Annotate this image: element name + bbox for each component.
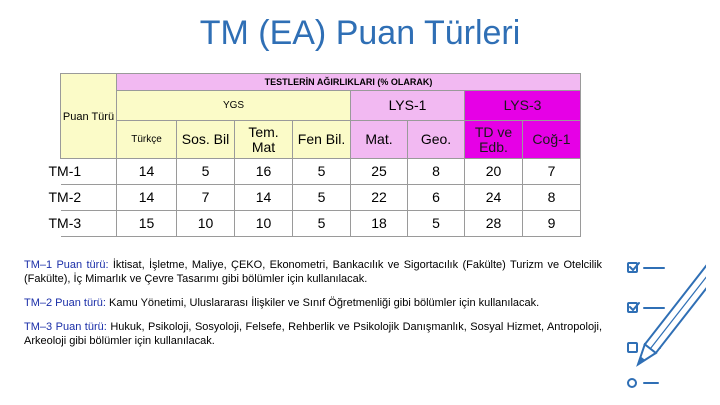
note-tm3 xyxy=(24,320,602,348)
score-weights-table xyxy=(48,73,581,237)
table-cell: 5 xyxy=(408,211,465,237)
table-cell: 22 xyxy=(351,185,408,211)
table-cell: 8 xyxy=(408,159,465,185)
note-key: TM–1 Puan türü: xyxy=(24,259,109,271)
notes-section xyxy=(24,258,602,358)
table-cell: 24 xyxy=(465,185,523,211)
table-cell: 7 xyxy=(523,159,581,185)
note-tm2 xyxy=(24,296,602,310)
note-key: TM–2 Puan türü: xyxy=(24,297,106,309)
table-cell: 6 xyxy=(408,185,465,211)
group-ygs: YGS xyxy=(117,91,351,121)
table-cell: 28 xyxy=(465,211,523,237)
col-header: Sos. Bil xyxy=(177,121,235,159)
note-text: Hukuk, Psikoloji, Sosyoloji, Felsefe, Rehberlik ve Psikolojik Danışmanlık, Sosyal Hizmet, Antropoloji, Arkeoloji gibi bölümler için kullanılacak. xyxy=(24,321,602,347)
table-cell: 9 xyxy=(523,211,581,237)
group-lys1: LYS-1 xyxy=(351,91,465,121)
row-label: TM-3 xyxy=(47,211,103,237)
note-text: İktisat, İşletme, Maliye, ÇEKO, Ekonometri, Bankacılık ve Sigortacılık (Fakülte) Turizm ve Otelcilik (Fakülte), İç Mimarlık ve Çevre Tasarımı gibi bölümler için kullanılacak. xyxy=(24,259,602,285)
group-lys3: LYS-3 xyxy=(465,91,581,121)
checklist-pencil-icon xyxy=(624,207,706,397)
table-cell: 15 xyxy=(117,211,177,237)
page-title: TM (EA) Puan Türleri xyxy=(199,14,521,52)
table-row xyxy=(61,185,581,211)
note-key: TM–3 Puan türü: xyxy=(24,321,107,333)
col-header: Coğ-1 xyxy=(523,121,581,159)
table-cell: 5 xyxy=(293,211,351,237)
table-cell: 20 xyxy=(465,159,523,185)
table-cell: 18 xyxy=(351,211,408,237)
note-tm1 xyxy=(24,258,602,286)
table-cell: 14 xyxy=(117,185,177,211)
table-cell: 8 xyxy=(523,185,581,211)
col-header: Geo. xyxy=(408,121,465,159)
col-header: Tem. Mat xyxy=(235,121,293,159)
table-cell: 5 xyxy=(177,159,235,185)
table-row xyxy=(61,159,581,185)
puan-turu-header xyxy=(61,74,117,159)
row-label: TM-1 xyxy=(47,159,103,185)
col-header: Türkçe xyxy=(117,121,177,159)
table-caption: TESTLERİN AĞIRLIKLARI (% OLARAK) xyxy=(117,74,581,91)
col-header: Fen Bil. xyxy=(293,121,351,159)
table-cell: 14 xyxy=(117,159,177,185)
col-header: TD ve Edb. xyxy=(465,121,523,159)
note-text: Kamu Yönetimi, Uluslararası İlişkiler ve Sınıf Öğretmenliği gibi bölümler için kullanılacak. xyxy=(105,297,540,309)
table-cell: 14 xyxy=(235,185,293,211)
table-cell: 10 xyxy=(235,211,293,237)
puan-turu-label: Puan Türü xyxy=(62,110,115,123)
table-row xyxy=(61,211,581,237)
table-cell: 16 xyxy=(235,159,293,185)
table-cell: 10 xyxy=(177,211,235,237)
table-cell: 5 xyxy=(293,159,351,185)
row-label: TM-2 xyxy=(47,185,103,211)
table-cell: 25 xyxy=(351,159,408,185)
col-header: Mat. xyxy=(351,121,408,159)
table-cell: 7 xyxy=(177,185,235,211)
table-cell: 5 xyxy=(293,185,351,211)
